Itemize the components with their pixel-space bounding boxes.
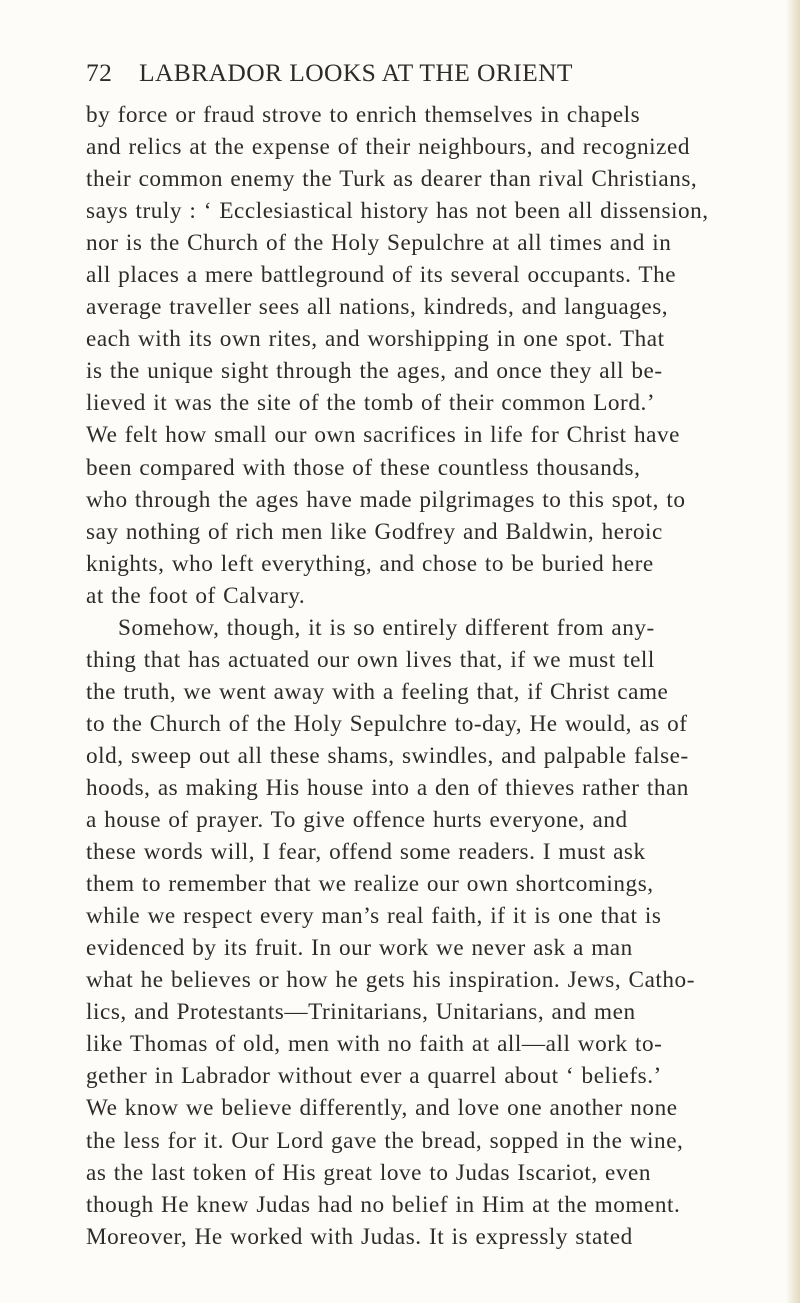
text-line: by force or fraud strove to enrich themselves in chapels (86, 102, 641, 128)
text-line: while we respect every man’s real faith, if it is one that is (86, 903, 662, 930)
text-line: nor is the Church of the Holy Sepulchre at all times and in (86, 230, 672, 257)
text-line: all places a mere battleground of its several occupants. The (86, 262, 677, 289)
text-line: and relics at the expense of their neighbours, and recognized (86, 134, 690, 161)
text-line: though He knew Judas had no belief in Him at the moment. (86, 1191, 681, 1218)
page-edge (786, 0, 800, 1303)
body-text (86, 99, 786, 1253)
text-line: a house of prayer. To give offence hurts everyone, and (86, 807, 628, 834)
page-number: 72 (86, 58, 113, 87)
text-line: to the Church of the Holy Sepulchre to-day, He would, as of (86, 710, 688, 737)
text-line: who through the ages have made pilgrimages to this spot, to (86, 486, 686, 513)
text-line: the less for it. Our Lord gave the bread, sopped in the wine, (86, 1127, 684, 1154)
text-line: their common enemy the Turk as dearer than rival Christians, (86, 166, 698, 193)
text-line: at the foot of Calvary. (86, 582, 306, 609)
text-line: knights, who left everything, and chose to be buried here (86, 550, 654, 577)
text-line: We felt how small our own sacrifices in life for Christ have (86, 422, 680, 449)
text-line: what he believes or how he gets his inspiration. Jews, Catho- (86, 967, 695, 994)
text-line: hoods, as making His house into a den of thieves rather than (86, 774, 689, 801)
text-line: say nothing of rich men like Godfrey and Baldwin, heroic (86, 518, 663, 545)
text-line: thing that has actuated our own lives that, if we must tell (86, 646, 655, 673)
text-line: them to remember that we realize our own shortcomings, (86, 871, 654, 898)
text-line: gether in Labrador without ever a quarrel about ‘ beliefs.’ (86, 1063, 662, 1090)
text-line: says truly : ‘ Ecclesiastical history has not been all dissension, (86, 198, 709, 225)
text-line: is the unique sight through the ages, and once they all be- (86, 358, 663, 385)
text-line: evidenced by its fruit. In our work we never ask a man (86, 935, 633, 962)
text-line: the truth, we went away with a feeling that, if Christ came (86, 678, 669, 705)
text-line: each with its own rites, and worshipping in one spot. That (86, 326, 665, 353)
text-line: lics, and Protestants—Trinitarians, Unitarians, and men (86, 999, 636, 1026)
text-line: average traveller sees all nations, kindreds, and languages, (86, 294, 669, 321)
text-line: been compared with those of these countless thousands, (86, 454, 641, 481)
text-line: We know we believe differently, and love one another none (86, 1095, 678, 1122)
text-line: as the last token of His great love to Judas Iscariot, even (86, 1159, 652, 1186)
text-line: these words will, I fear, offend some readers. I must ask (86, 839, 646, 866)
running-title: LABRADOR LOOKS AT THE ORIENT (139, 58, 573, 87)
text-line: old, sweep out all these shams, swindles, and palpable false- (86, 742, 689, 769)
text-line: like Thomas of old, men with no faith at all—all work to- (86, 1031, 663, 1058)
text-line: lieved it was the site of the tomb of their common Lord.’ (86, 390, 656, 417)
paragraph-start-line: Somehow, though, it is so entirely different from any- (118, 614, 655, 641)
text-line: Moreover, He worked with Judas. It is expressly stated (86, 1223, 633, 1250)
running-header (86, 58, 726, 94)
